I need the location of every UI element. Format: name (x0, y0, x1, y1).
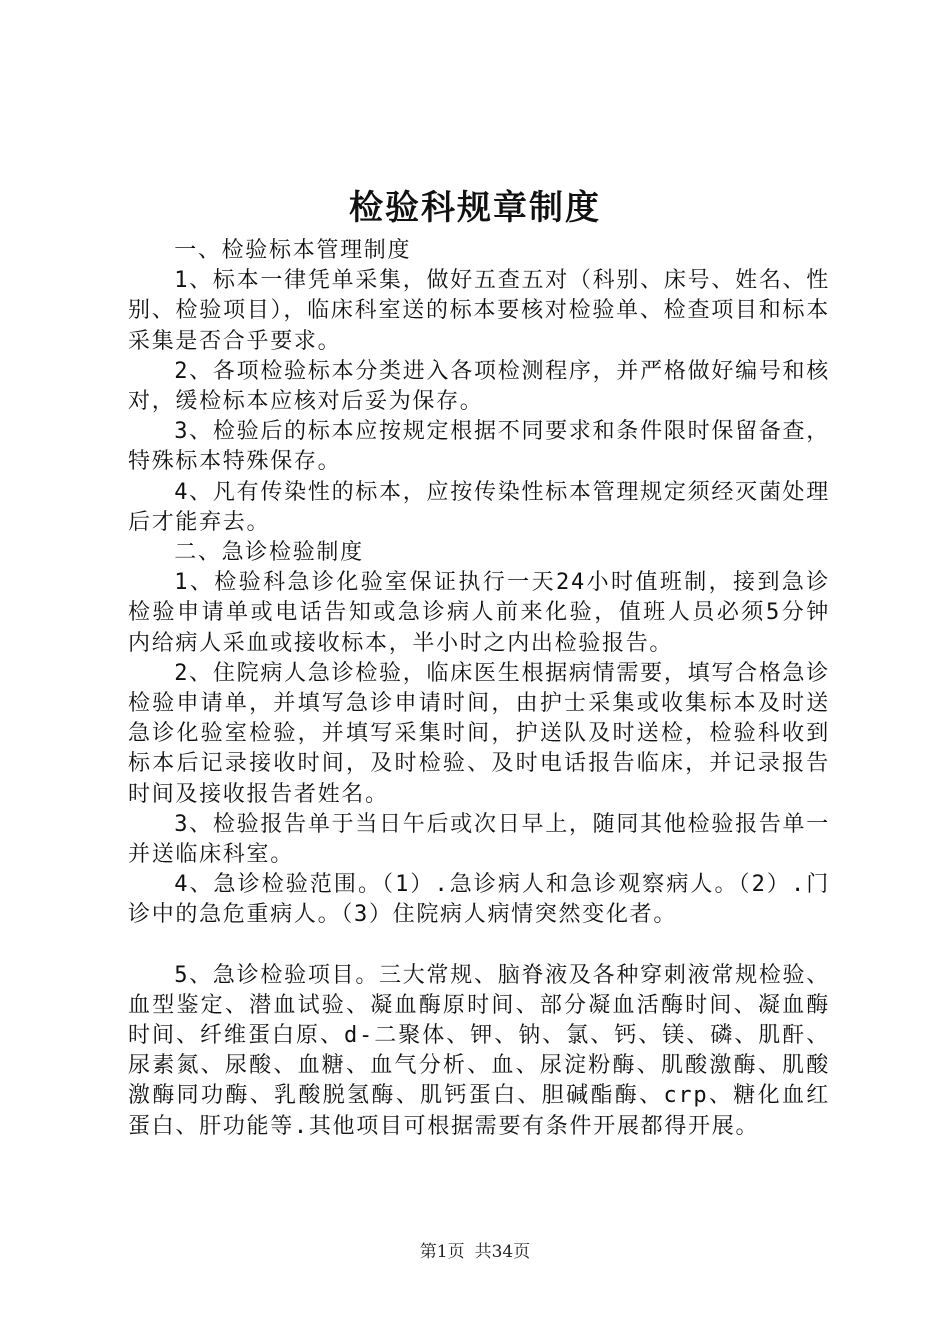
paragraph: 4、急诊检验范围。（1）.急诊病人和急诊观察病人。（2）.门诊中的急危重病人。（3）住院病人病情突然变化者。 (128, 872, 830, 928)
page-footer (0, 1240, 950, 1264)
section-heading: 二、急诊检验制度 (174, 540, 364, 566)
paragraph: 3、检验报告单于当日午后或次日早上，随同其他检验报告单一并送临床科室。 (128, 811, 830, 868)
paragraph: 1、检验科急诊化验室保证执行一天24小时值班制，接到急诊检验申请单或电话告知或急诊病人前来化验，值班人员必须5分钟内给病人采血或接收标本，半小时之内出检验报告。 (128, 570, 830, 656)
document-title: 检验科规章制度 (349, 188, 601, 228)
paragraph: 3、检验后的标本应按规定根据不同要求和条件限时保留备查，特殊标本特殊保存。 (128, 419, 830, 475)
paragraph: 5、急诊检验项目。三大常规、脑脊液及各种穿刺液常规检验、血型鉴定、潜血试验、凝血酶原时间、部分凝血活酶时间、凝血酶时间、纤维蛋白原、d-二聚体、钾、钠、氯、钙、镁、磷、肌酐、尿素氮、尿酸、血糖、血气分析、血、尿淀粉酶、肌酸激酶、肌酸激酶同功酶、乳酸脱氢酶、肌钙蛋白、胆碱酯酶、crp、糖化血红蛋白、肝功能等.其他项目可根据需要有条件开展都得开展。 (128, 962, 830, 1139)
page-total: 共34页 (474, 1242, 531, 1262)
paragraph: 2、住院病人急诊检验，临床医生根据病情需要，填写合格急诊检验申请单，并填写急诊申请时间，由护士采集或收集标本及时送急诊化验室检验，并填写采集时间，护送队及时送检，检验科收到标本后记录接收时间，及时检验、及时电话报告临床，并记录报告时间及接收报告者姓名。 (128, 660, 830, 807)
paragraph: 4、凡有传染性的标本，应按传染性标本管理规定须经灭菌处理后才能弃去。 (128, 479, 830, 535)
document-body (128, 236, 830, 1142)
page-number: 第1页 (419, 1242, 465, 1262)
paragraph: 1、标本一律凭单采集，做好五查五对（科别、床号、姓名、性别、检验项目），临床科室送的标本要核对检验单、检查项目和标本采集是否合乎要求。 (128, 268, 830, 354)
paragraph: 2、各项检验标本分类进入各项检测程序，并严格做好编号和核对，缓检标本应核对后妥为保存。 (128, 358, 830, 415)
section-heading: 一、检验标本管理制度 (174, 238, 412, 263)
